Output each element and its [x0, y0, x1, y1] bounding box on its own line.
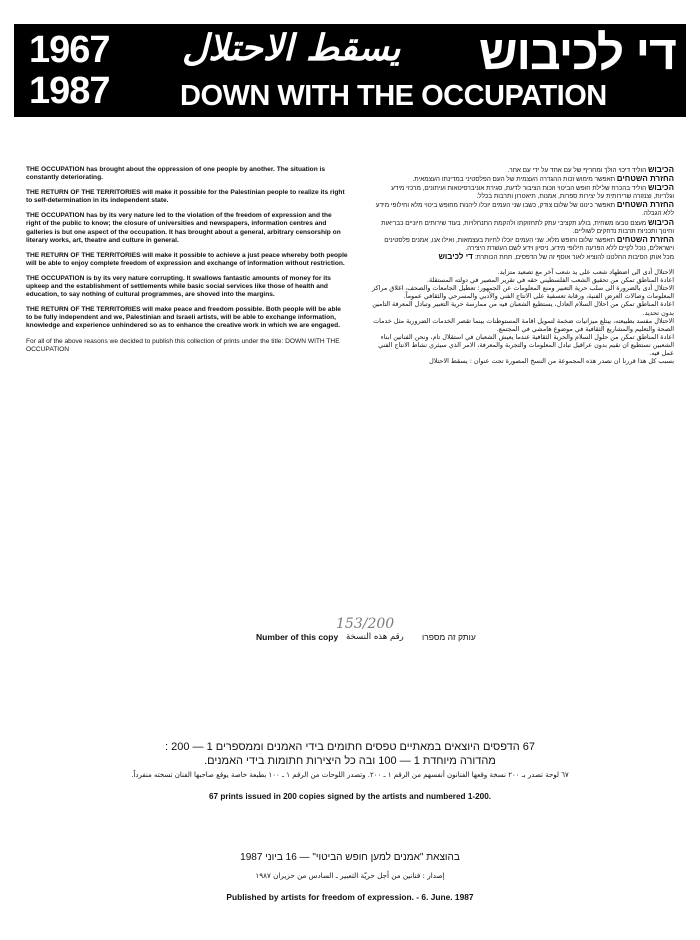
- copy-number-handwritten: 153/200: [336, 616, 395, 632]
- paragraph-text: is by its very nature corrupting. It swallows fantastic amounts of money for its upkeep and the establishment of settlements while basic social services like those of health and education, to say nothing of cultural programmes, are shoved into the margins.: [26, 274, 331, 299]
- publication-info: [150, 852, 550, 902]
- publication-english: Published by artists for freedom of expression. - 6. June. 1987: [226, 892, 474, 902]
- hebrew-arabic-column: [370, 166, 674, 365]
- arabic-paragraph: الاحتلال مفسد بطبيعته، يبتلع ميزانيات ضخمة لتمويل اقامة المستوطنات بينما تقصر الخدمات الضرورية مثل خدمات الصحة والتعليم والمشاريع الثقافية في موضوع هامشي في المجتمع.: [373, 316, 674, 333]
- prints-info: [100, 741, 600, 801]
- paragraph-text: הוליד בהכרח שלילת חופש הביטוי וזכות הציבור לדעת, סגירת אוניברסיטאות ועיתונים, מרכזי מידע וגלריות, וצנזורה שרירותית על יצירות ספרות, אמנות, תיאטרון ותרבות בכלל.: [391, 185, 674, 201]
- paragraph-text: תאפשר כינונו של שלום צודק, כשבו שני העמים יוכלו ליהנות מחופש ביטוי מלא וחילופי מידע ללא הגבלה.: [375, 202, 674, 218]
- paragraph-lead: THE OCCUPATION: [26, 212, 85, 220]
- paragraph-text: will make it possible to achieve a just peace whereby both people will be able to enjoy complete freedom of expression and exchange of information without restriction.: [26, 251, 348, 267]
- prints-arabic-line: ٦٧ لوحة تصدر بـ ٢٠٠ نسخة وقعها الفنانون أنفسهم من الرقم ١ ـ ٢٠٠. وتصدر اللوحات من الرقم ١ ـ ١٠٠ بطبعة خاصة يوقع صاحبها الفنان نسخته منفرداً.: [131, 771, 569, 779]
- hebrew-final-title: די לכיבוש: [438, 251, 473, 261]
- arabic-paragraph: بسبب كل هذا قررنا ان نصدر هذه المجموعة من النسخ المصورة تحت عنوان : يسقط الاحتلال: [429, 357, 674, 366]
- paragraph-lead: THE RETURN OF THE TERRITORIES: [26, 306, 141, 314]
- paragraph-lead: החזרת השטחים: [616, 174, 674, 184]
- english-paragraph: [26, 275, 348, 299]
- english-paragraph: [26, 189, 348, 205]
- paragraph-lead: החזרת השטחים: [616, 234, 674, 244]
- prints-english-line: 67 prints issued in 200 copies signed by the artists and numbered 1-200.: [208, 792, 492, 801]
- arabic-paragraph: اعادة المناطق تمكن من حلول السلام والحرية الثقافية عندما يعيش الشعبان في استقلال تام، ونحن الفنانين ابناء الشعبين نستطيع ان نقيم بدون عراقيل تبادل المعلومات والتجربة والمعرفة، الامر الذي سيثري نشاط الانتاج الفني عمل فيه.: [378, 332, 674, 357]
- english-title: DOWN WITH THE OCCUPATION: [180, 80, 607, 112]
- hebrew-paragraph: [370, 219, 674, 236]
- english-paragraph: [26, 212, 348, 244]
- arabic-paragraph: الاحتلال أدى الى اضطهاد شعب على يد شعب آخر مع تصعيد متزايد.: [497, 268, 674, 277]
- arabic-paragraph: اعادة المناطق تمكن من احلال السلام العادل، يستطيع الشعبان فيه من ممارسة حرية التعبير وتبادل المعرفة التامين بدون تحديد.: [372, 300, 674, 317]
- paragraph-text: תאפשר שלום וחופש מלא. שני העמים יוכלו לחיות בעצמאות, ואילו אנו, אמנים פלסטינים וישראלים, נוכל לקיים ללא הפרעה חילופי מידע, ניסיון וידע לשם העשרת היצירה.: [384, 236, 674, 252]
- paragraph-lead: החזרת השטחים: [616, 200, 674, 210]
- paragraph-text: has brought about the oppression of one people by another. The situation is constantly deteriorating.: [26, 166, 326, 182]
- hebrew-final-text: מכל אותן הסיבות החלטנו להוציא לאור אוסף זה של הדפסים, תחת הכותרת:: [474, 253, 674, 261]
- copy-label-hebrew: עותק זה מספרו: [422, 632, 476, 642]
- hebrew-paragraph: [370, 184, 674, 201]
- hebrew-paragraph: [370, 201, 674, 218]
- copy-number-row: [256, 632, 516, 642]
- paragraph-lead: THE OCCUPATION: [26, 166, 85, 173]
- paragraph-lead: הכיבוש: [647, 183, 674, 193]
- copy-label-arabic: رقم هذه النسخة: [346, 632, 404, 642]
- paragraph-lead: הכיבוש: [647, 165, 674, 174]
- prints-hebrew-line2: מהדורה מיוחדת 1 — 100 ובה כל היצירות חתומות בידי האמנים.: [204, 755, 496, 767]
- paragraph-text: מעצם טבעו משחית, בולע תקציבי עתק לתחזוקתו ולהקמת התנחלויות, בעוד שירותים חיוניים כבריאות וחינוך ותכניות תרבות נדחקים לשוליים.: [381, 219, 674, 235]
- hebrew-paragraph: [370, 175, 674, 184]
- hebrew-paragraph: [370, 236, 674, 253]
- year-start: 1967: [29, 29, 110, 71]
- english-paragraph: [26, 166, 348, 182]
- prints-hebrew-line1: 67 הדפסים היוצאים במאתיים טפסים חתומים בידי האמנים וממספרים 1 — 200 :: [164, 741, 536, 753]
- hebrew-final: [370, 253, 674, 262]
- arabic-paragraph: الاحتلال أدى بالضرورة الى سلب حرية التعبير ومنع المعلومات عن الجمهور: تعطيل الجامعات والصحف، اغلاق مراكز المعلومات وصالات العرض الفنية، ورقابة تعسفية على الانتاج الفني والأدبي والمسرحي والثقافي عموماً.: [371, 284, 674, 301]
- publication-arabic: إصدار : فنانين من أجل حريّة التعبير ـ السادس من حزيران ١٩٨٧: [255, 871, 445, 880]
- publication-hebrew: בהוצאת "אמנים למען חופש הביטוי" — 16 ביוני 1987: [240, 852, 460, 863]
- paragraph-text: תאפשר מימוש זכות ההגדרה העצמית של העם הפלסטיני במדינתו העצמאית.: [412, 176, 617, 184]
- paragraph-text: has by its very nature led to the violation of the freedom of expression and the right of the public to know; the closure of universities and newspapers, information centres and galleries is but one aspect of the occupation. It has brought about a general, arbitrary censorship on literary works, art, theatre and culture in general.: [26, 212, 341, 244]
- hebrew-title: די לכיבוש: [478, 27, 676, 80]
- arabic-title: يسقط الاحتلال: [182, 28, 401, 69]
- paragraph-lead: THE OCCUPATION: [26, 274, 85, 282]
- paragraph-lead: THE RETURN OF THE TERRITORIES: [26, 189, 141, 197]
- paragraph-text: הוליד דיכוי הולך ומחריף של עם אחד על ידי עם אחר.: [507, 167, 648, 174]
- title-banner: [14, 24, 686, 117]
- year-end: 1987: [29, 70, 110, 112]
- english-paragraph: [26, 252, 348, 268]
- paragraph-text: will make peace and freedom possible. Both people will be able to be fully independent and we, Palestinian and Israeli artists, will be able to exchange information, knowledge and experience unhindered so as to enhance the creative work in which we are engaged.: [26, 306, 341, 330]
- paragraph-lead: THE RETURN OF THE TERRITORIES: [26, 251, 141, 259]
- arabic-block: [370, 268, 674, 365]
- paragraph-text: will make it possible for the Palestinian people to realize its right to self-determination in its independent state.: [26, 189, 345, 205]
- years-block: [29, 30, 110, 112]
- english-paragraph: [26, 306, 348, 330]
- arabic-paragraph: اعادة المناطق تمكن من تحقيق الشعب الفلسطيني حقه في تقرير المصير في دولته المستقلة.: [426, 276, 674, 285]
- english-final: For all of the above reasons we decided to publish this collection of prints under the title: DOWN WITH THE OCCUPATION: [26, 337, 340, 353]
- english-column: [26, 166, 348, 361]
- paragraph-lead: הכיבוש: [647, 217, 674, 227]
- copy-label-english: Number of this copy: [256, 632, 339, 642]
